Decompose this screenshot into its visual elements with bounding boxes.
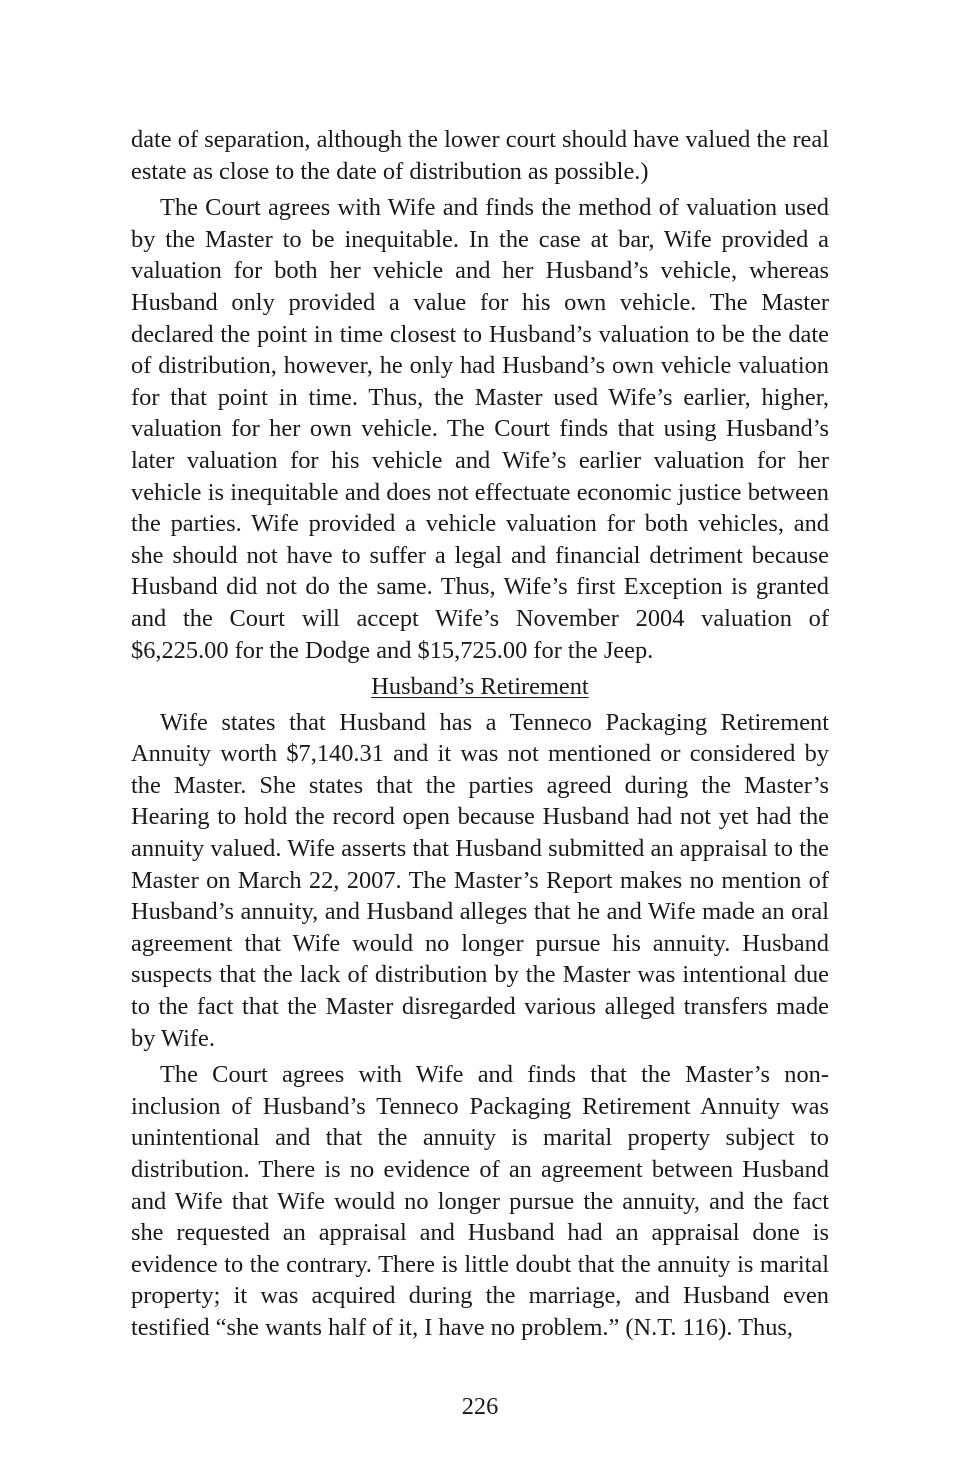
paragraph-annuity-ruling: The Court agrees with Wife and finds that the Master’s non-inclusion of Husband’s Tenneco Packaging Retirement Annuity was unintentional and that the annuity is marital property subject to distribution. There is no evidence of an agreement between Husband and Wife that Wife would no longer pursue the annuity, and the fact she requested an appraisal and Husband had an appraisal done is evidence to the contrary. There is little doubt that the annuity is marital property; it was acquired during the marriage, and Husband even testified “she wants half of it, I have no problem.” (N.T. 116). Thus,	[131, 1061, 829, 1341]
paragraph-valuation-ruling: The Court agrees with Wife and finds the method of valuation used by the Master to be inequitable. In the case at bar, Wife provided a valuation for both her vehicle and her Husband’s vehicle, whereas Husband only provided a value for his own vehicle. The Master declared the point in time closest to Husband’s valuation to be the date of distribution, however, he only had Husband’s own vehicle valuation for that point in time. Thus, the Master used Wife’s earlier, higher, valuation for her own vehicle. The Court finds that using Husband’s later valuation for his vehicle and Wife’s earlier valuation for her vehicle is inequitable and does not effectuate economic justice between the parties. Wife provided a vehicle valuation for both vehicles, and she should not have to suffer a legal and financial detriment because Husband did not do the same. Thus, Wife’s first Exception is granted and the Court will accept Wife’s November 2004 valuation of $6,225.00 for the Dodge and $15,725.00 for the Jeep.	[131, 194, 829, 664]
page-number: 226	[461, 1393, 499, 1420]
paragraph-continued: date of separation, although the lower court should have valued the real estate as close to the date of distribution as possible.)	[131, 126, 829, 185]
body-text	[131, 124, 829, 1344]
paragraph-wife-claim: Wife states that Husband has a Tenneco Packaging Retirement Annuity worth $7,140.31 and it was not mentioned or considered by the Master. She states that the parties agreed during the Master’s Hearing to hold the record open because Husband had not yet had the annuity valued. Wife asserts that Husband submitted an appraisal to the Master on March 22, 2007. The Master’s Report makes no mention of Husband’s annuity, and Husband alleges that he and Wife made an oral agreement that Wife would no longer pursue his annuity. Husband suspects that the lack of distribution by the Master was intentional due to the fact that the Master disregarded various alleged transfers made by Wife.	[131, 708, 829, 1052]
section-heading: Husband’s Retirement	[371, 673, 589, 701]
